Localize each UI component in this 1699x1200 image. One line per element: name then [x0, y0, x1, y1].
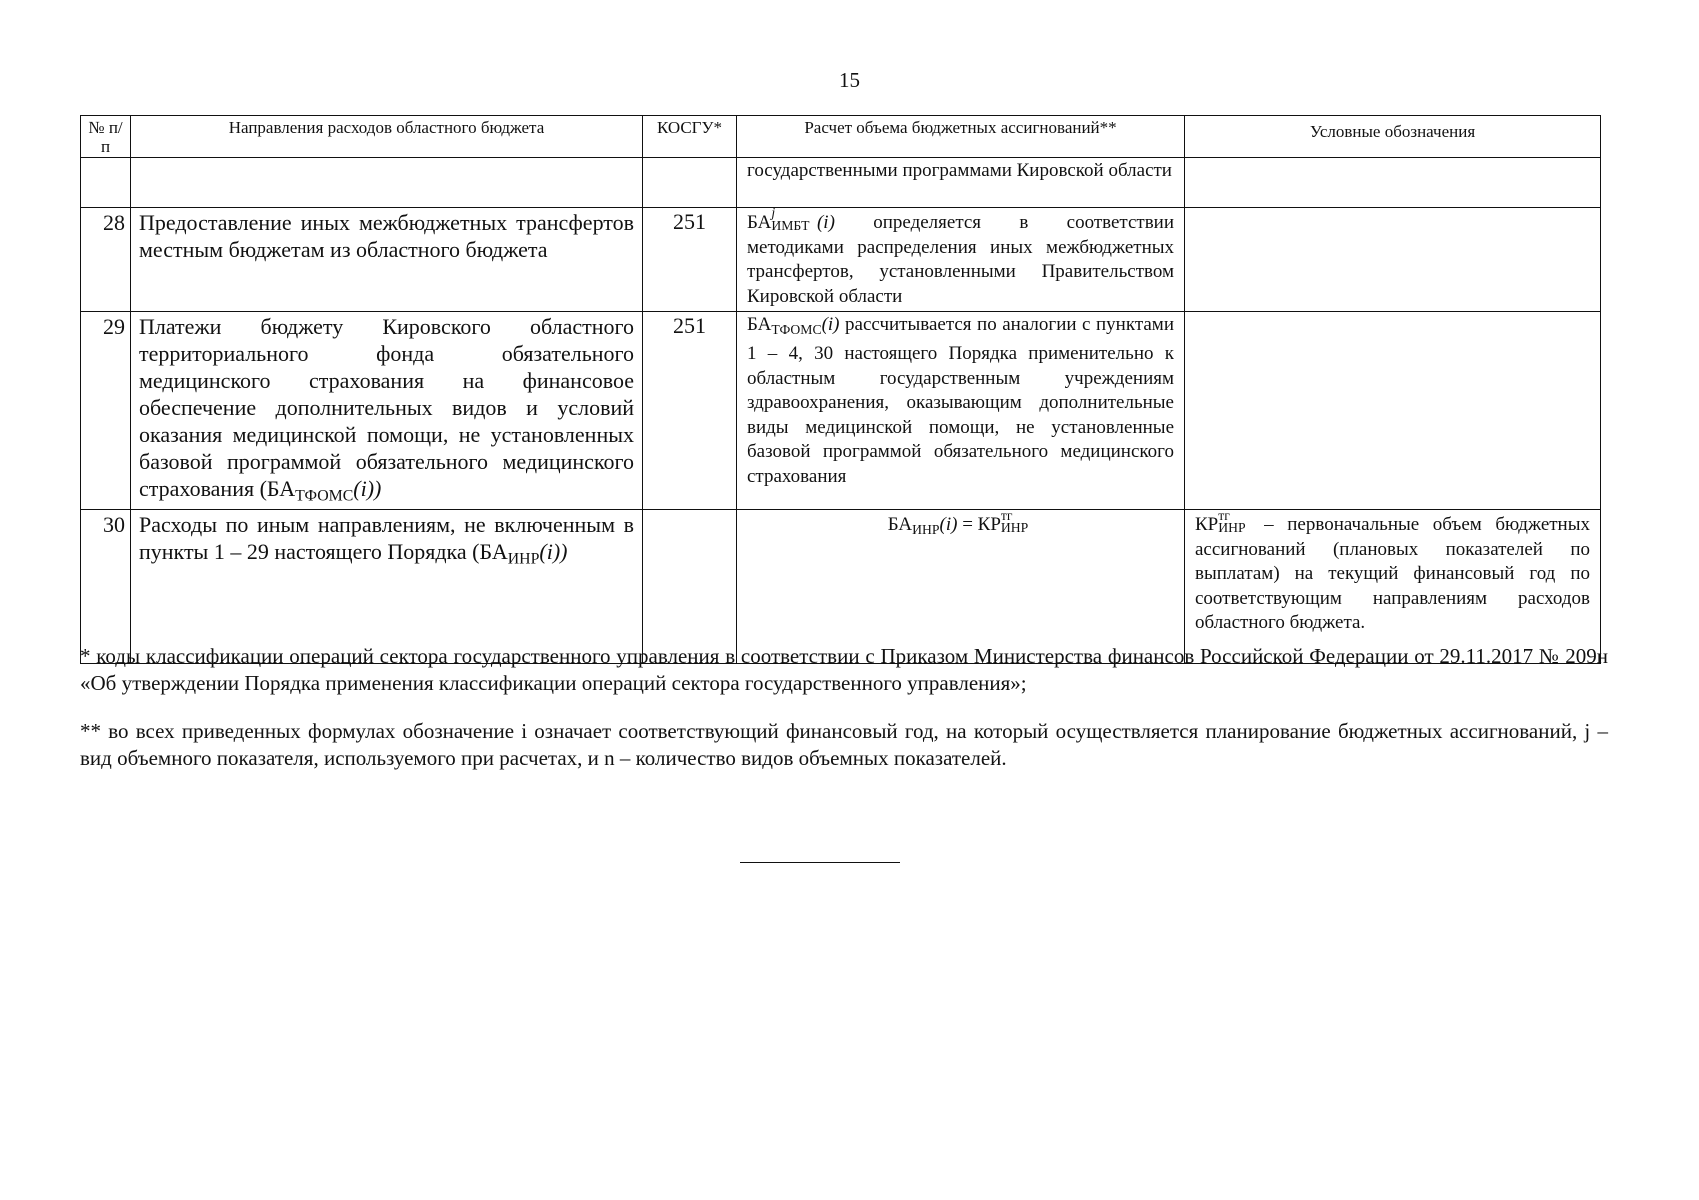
formula: $БА_{ИНР}(i)$ = КР тг ИНР	[887, 507, 1029, 538]
formula-arg: (i)	[816, 212, 835, 233]
header-legend: Условные обозначения	[1185, 116, 1601, 158]
row-kosgu	[643, 510, 737, 664]
direction-text: Расходы по иным направлениям, не включенным в пункты 1 – 29 настоящего Порядка (БА	[139, 512, 634, 565]
continuation-calc: государственными программами Кировской области	[737, 158, 1185, 208]
page-number: 15	[839, 68, 860, 92]
direction-text: Платежи бюджету Кировского областного территориального фонда обязательного медицинского страхования на финансовое обеспечение дополнительных видов и условий оказания медицинской помощи, не установленных базовой программой обязательного медицинского страхования (БА	[139, 314, 634, 501]
row-direction: Предоставление иных межбюджетных трансфертов местным бюджетам из областного бюджета	[131, 208, 643, 312]
table-row	[81, 208, 1601, 312]
row-legend	[1185, 507, 1601, 664]
legend-kr-sup: тг	[1218, 507, 1230, 523]
table-row-continuation	[81, 158, 1601, 208]
footnote-kosgu: * коды классификации операций сектора государственного управления в соответствии с Приказом Министерства финансов Российской Федерации от 29.11.2017 № 209н «Об утверждении Порядка применения классификации операций сектора государственного управления»;	[80, 644, 1608, 695]
direction-sub: ТФОМС	[295, 487, 354, 505]
footnote-formulas: ** во всех приведенных формулах обозначение i означает соответствующий финансовый год, на который осуществляется планирование бюджетных ассигнований, j – вид объемного показателя, используемого при расчетах, и n – количество видов объемных показателей.	[80, 719, 1608, 770]
row-direction	[131, 312, 643, 510]
header-calc: Расчет объема бюджетных ассигнований**	[737, 116, 1185, 158]
direction-end: (i))	[539, 539, 568, 565]
formula-sup: j	[771, 205, 776, 221]
formula-sub: ТФОМС	[771, 321, 822, 337]
header-num: № п/п	[81, 116, 131, 158]
formula-sub: ИМБТ	[771, 217, 810, 233]
formula-ba: БА	[747, 212, 772, 233]
table-header-row	[81, 116, 1601, 158]
table-row	[81, 312, 1601, 510]
budget-table	[80, 115, 1601, 664]
end-divider	[740, 862, 900, 863]
row-number: 29	[81, 312, 131, 510]
legend-text: – первоначальные объем бюджетных ассигнований (плановых показателей по выплатам) на текущий финансовый год по соответствующим направлениям расходов областного бюджета.	[1195, 514, 1590, 634]
formula-arg: (i)	[821, 314, 840, 335]
calc-text: рассчитывается по аналогии с пунктами 1 – 4, 30 настоящего Порядка применительно к областным государственным учреждениям здравоохранения, оказывающим дополнительные виды медицинской помощи, не установленные базовой программой обязательного медицинского страхования	[747, 314, 1174, 487]
legend-kr-sub: ИНР	[1218, 520, 1246, 536]
header-kosgu: КОСГУ*	[643, 116, 737, 158]
calc-text: определяется в соответствии методиками распределения иных межбюджетных трансфертов, установленными Правительством Кировской области	[747, 212, 1174, 307]
row-calc	[737, 312, 1185, 510]
row-direction	[131, 510, 643, 664]
formula-ba: БА	[747, 314, 772, 335]
direction-end: (i))	[353, 476, 382, 501]
row-number: 28	[81, 208, 131, 312]
header-direction: Направления расходов областного бюджета	[131, 116, 643, 158]
row-kosgu: 251	[643, 208, 737, 312]
row-kosgu: 251	[643, 312, 737, 510]
legend-kr: КР	[1195, 514, 1219, 536]
row-number: 30	[81, 510, 131, 664]
row-calc	[737, 205, 1185, 312]
direction-sub: ИНР	[507, 550, 540, 568]
row-calc	[737, 507, 1185, 664]
table-row	[81, 510, 1601, 664]
